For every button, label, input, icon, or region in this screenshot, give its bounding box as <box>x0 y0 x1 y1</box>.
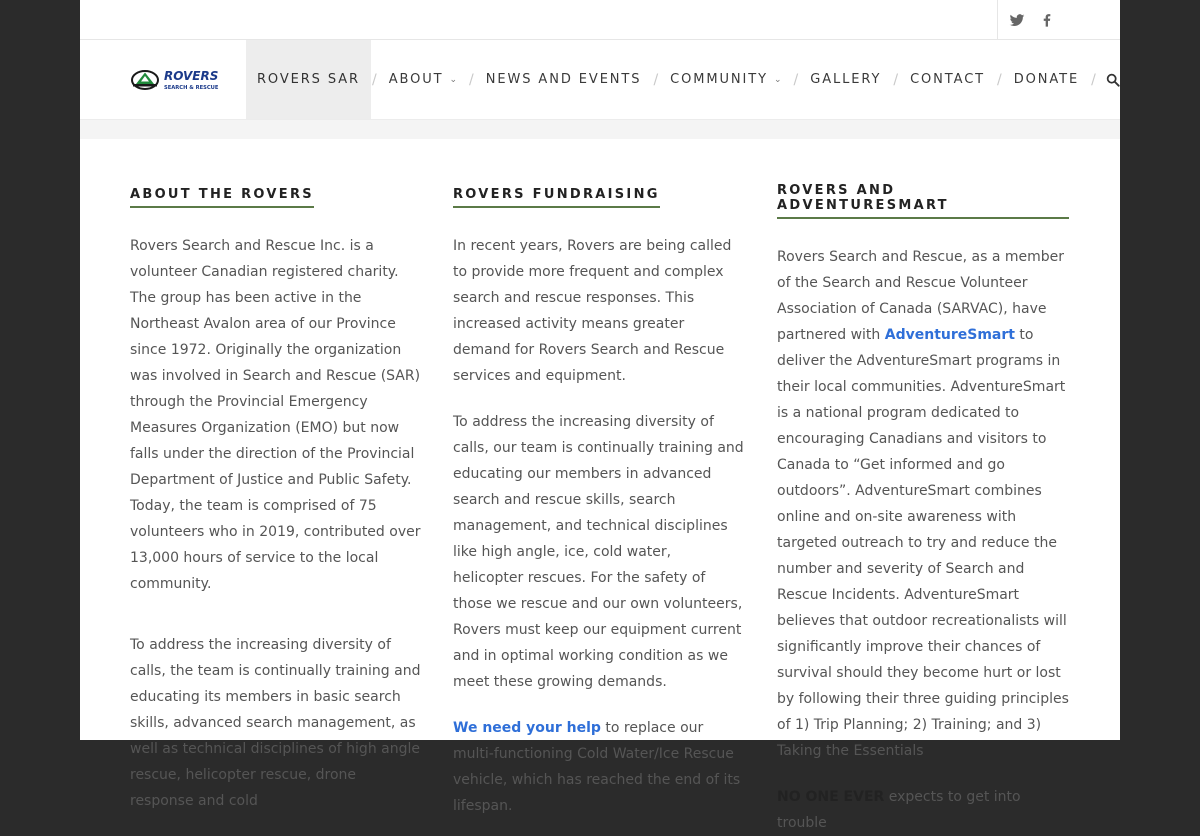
adventuresmart-text-pre: Rovers Search and Rescue, as a member of the Search and Rescue Volunteer Association of Canada (SARVAC), have partnered with <box>777 249 1064 343</box>
page <box>80 0 1120 831</box>
header-divider-strip <box>80 120 1120 139</box>
adventuresmart-paragraph-1 <box>777 244 1069 764</box>
nav-label: NEWS AND EVENTS <box>485 72 642 87</box>
nav-separator: / <box>371 71 377 88</box>
chevron-down-icon: ⌄ <box>773 74 782 85</box>
twitter-icon[interactable] <box>1009 12 1025 28</box>
nav-news-and-events[interactable] <box>475 40 653 119</box>
section-title-adventuresmart: ROVERS AND ADVENTURESMART <box>777 183 1069 219</box>
nav-about[interactable] <box>378 40 468 119</box>
nav-contact[interactable] <box>899 40 996 119</box>
social-links <box>997 0 1121 39</box>
nav-label: COMMUNITY <box>670 72 768 87</box>
section-title-about: ABOUT THE ROVERS <box>130 187 314 208</box>
adventuresmart-text-post: to deliver the AdventureSmart programs in their local communities. AdventureSmart is a national program dedicated to encouraging Canadians and visitors to Canada to “Get informed and go outdoors”. AdventureSmart combines online and on-site awareness with targeted outreach to try and reduce the number and severity of Search and Rescue Incidents. AdventureSmart believes that outdoor recreationalists will significantly improve their chances of survival should they become hurt or lost by following their three guiding principles of 1) Trip Planning; 2) Training; and 3) Taking the Essentials <box>777 327 1069 759</box>
nav-separator: / <box>1091 71 1096 88</box>
logo-title: ROVERS <box>164 69 219 83</box>
logo-tagline: SEARCH & RESCUE <box>164 85 219 91</box>
nav-community[interactable] <box>659 40 792 119</box>
about-paragraph-1: Rovers Search and Rescue Inc. is a volunteer Canadian registered charity. The group has been active in the Northeast Avalon area of our Province since 1972. Originally the organization was involved in Search and Rescue (SAR) through the Provincial Emergency Measures Organization (EMO) but now falls under the direction of the Provincial Department of Justice and Public Safety. Today, the team is comprised of 75 volunteers who in 2019, contributed over 13,000 hours of service to the local community. <box>130 238 421 592</box>
site-header <box>80 40 1120 120</box>
adventuresmart-paragraph-2-text: expects to get into trouble <box>777 789 1021 831</box>
about-column <box>130 183 422 814</box>
nav-label: ROVERS SAR <box>257 72 360 87</box>
site-logo[interactable] <box>130 68 225 92</box>
top-bar <box>80 0 1120 40</box>
adventuresmart-paragraph-2 <box>777 784 1069 836</box>
fundraising-paragraph-3-text: to replace our multi-functioning Cold Water/Ice Rescue vehicle, which has reached the end of its lifespan. <box>453 720 741 814</box>
no-one-ever-text: NO ONE EVER <box>777 789 885 805</box>
chevron-down-icon: ⌄ <box>449 74 458 85</box>
we-need-your-help-link[interactable]: We need your help <box>453 720 601 736</box>
nav-rovers-sar[interactable] <box>246 40 371 119</box>
nav-donate[interactable] <box>1003 40 1090 119</box>
nav-separator: / <box>793 71 799 88</box>
nav-label: CONTACT <box>910 72 986 87</box>
nav-gallery[interactable] <box>799 40 892 119</box>
fundraising-paragraph-1: In recent years, Rovers are being called to provide more frequent and complex search and rescue responses. This increased activity means greater demand for Rovers Search and Rescue services and equipment. <box>453 238 732 384</box>
nav-label: GALLERY <box>810 72 882 87</box>
adventuresmart-link[interactable]: AdventureSmart <box>884 327 1015 343</box>
fundraising-paragraph-3 <box>453 715 745 819</box>
fundraising-column <box>453 183 745 819</box>
main-nav <box>246 40 1120 119</box>
facebook-icon[interactable] <box>1039 12 1055 28</box>
nav-label: DONATE <box>1013 72 1080 87</box>
nav-separator: / <box>469 71 474 88</box>
nav-separator: / <box>997 71 1002 88</box>
logo-emblem <box>132 71 158 89</box>
nav-label: ABOUT <box>388 72 444 87</box>
nav-separator: / <box>893 71 899 88</box>
search-icon[interactable] <box>1106 73 1120 87</box>
section-title-fundraising: ROVERS FUNDRAISING <box>453 187 660 208</box>
adventuresmart-column <box>777 183 1069 836</box>
fundraising-paragraph-2: To address the increasing diversity of calls, our team is continually training and educating our members in advanced search and rescue skills, search management, and technical disciplines like high angle, ice, cold water, helicopter rescues. For the safety of those we rescue and our own volunteers, Rovers must keep our equipment current and in optimal working condition as we meet these growing demands. <box>453 414 744 690</box>
about-paragraph-2: To address the increasing diversity of calls, the team is continually training and educating its members in basic search skills, advanced search management, as well as technical disciplines of high angle rescue, helicopter rescue, drone response and cold <box>130 637 421 809</box>
nav-separator: / <box>653 71 659 88</box>
